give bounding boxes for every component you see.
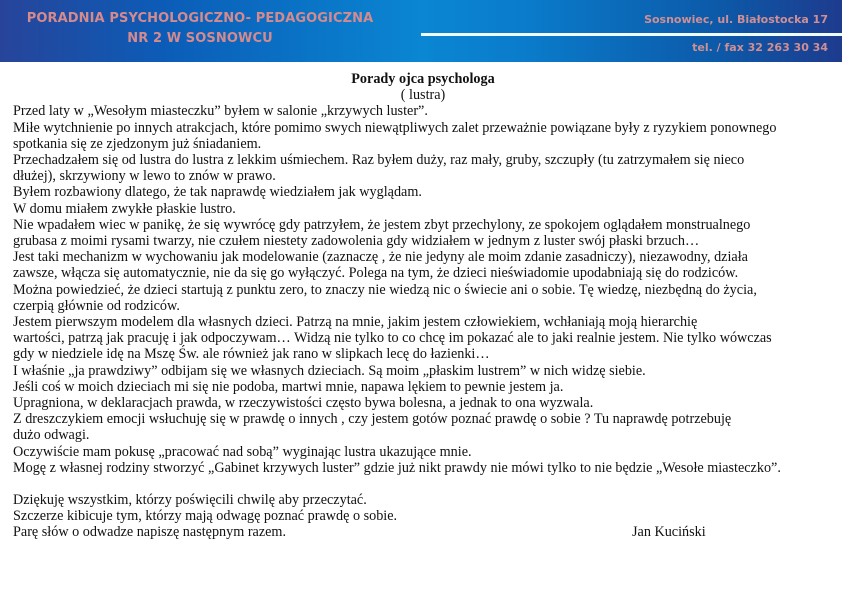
- organization-name-line1: PORADNIA PSYCHOLOGICZNO- PEDAGOGICZNA: [26, 11, 374, 26]
- body-line: Miłe wytchnienie po innych atrakcjach, które pomimo swych niewątpliwych zalet przeważnie powiązane były z ryzykiem ponownego: [13, 119, 777, 136]
- address: Sosnowiec, ul. Białostocka 17: [644, 13, 828, 26]
- closing-signature-row: [13, 524, 833, 540]
- body-line: zawsze, włącza się automatycznie, nie da się go wyłączyć. Polega na tym, że dzieci nieświadomie upodabniają się do rodziców.: [13, 265, 739, 282]
- body-line: spotkania się ze zjedzonym już śniadaniem.: [13, 135, 262, 152]
- closing-line: Szczerze kibicuje tym, którzy mają odwagę poznać prawdę o sobie.: [13, 508, 398, 525]
- body-line: Upragniona, w deklaracjach prawda, w rzeczywistości często bywa bolesna, a jednak to ona wyzwala.: [13, 395, 594, 412]
- phone-fax: tel. / fax 32 263 30 34: [692, 41, 828, 54]
- article: [13, 71, 833, 541]
- body-line: Przed laty w „Wesołym miasteczku” byłem w salonie „krzywych luster”.: [13, 103, 428, 120]
- author-signature: Jan Kuciński: [632, 524, 706, 541]
- body-line: Oczywiście mam pokusę „pracować nad sobą” wyginając lustra ukazujące mnie.: [13, 443, 472, 460]
- body-line: W domu miałem zwykłe płaskie lustro.: [13, 200, 236, 217]
- body-line: Nie wpadałem wiec w panikę, że się wywrócę gdy patrzyłem, że jestem zbyt przechylony, ze spokojem oglądałem monstrualnego: [13, 216, 751, 233]
- body-line: Przechadzałem się od lustra do lustra z lekkim uśmiechem. Raz byłem duży, raz mały, gruby, szczupły (tu zatrzymałem się nieco: [13, 152, 745, 169]
- body-line: Jestem pierwszym modelem dla własnych dzieci. Patrzą na mnie, jakim jestem człowiekiem, wchłaniają moją hierarchię: [13, 314, 698, 331]
- body-line: Jest taki mechanizm w wychowaniu jak modelowanie (zaznaczę , że nie jedyny ale moim zdanie zasadniczy), niezawodny, działa: [13, 249, 748, 266]
- header-divider: [421, 33, 842, 36]
- body-line: grubasa z moimi rysami twarzy, nie czułem niestety zadowolenia gdy widziałem w jednym z luster swój płaski brzuch…: [13, 233, 700, 250]
- spacer: [13, 476, 833, 492]
- closing-line: Parę słów o odwadze napiszę następnym razem.: [13, 524, 287, 541]
- body-line: I właśnie „ja prawdziwy” odbijam się we własnych dzieciach. Są moim „płaskim lustrem” w nich widzę siebie.: [13, 362, 646, 379]
- closing: [13, 492, 833, 541]
- article-title: Porady ojca psychologa: [351, 71, 495, 87]
- organization-name-line2: NR 2 W SOSNOWCU: [127, 31, 273, 46]
- body-line: czerpią głównie od rodziców.: [13, 297, 180, 314]
- body-line: Z dreszczykiem emocji wsłuchuję się w prawdę o innych , czy jestem gotów poznać prawdę o sobie ? Tu naprawdę potrzebuję: [13, 411, 732, 428]
- body-line: Jeśli coś w moich dzieciach mi się nie podoba, martwi mnie, napawa lękiem to pewnie jestem ja.: [13, 378, 564, 395]
- article-body: [13, 103, 833, 476]
- organization-name: [0, 9, 400, 49]
- body-line: Można powiedzieć, że dzieci startują z punktu zero, to znaczy nie wiedzą nic o świecie ani o sobie. Tę wiedzę, niezbędną do życia,: [13, 281, 757, 298]
- closing-line: Dziękuję wszystkim, którzy poświęcili chwilę aby przeczytać.: [13, 492, 367, 509]
- body-line: gdy w niedziele idę na Mszę Św. ale również jak rano w slipkach lecę do łazienki…: [13, 346, 490, 363]
- body-line: Mogę z własnej rodziny stworzyć „Gabinet krzywych luster” gdzie już nikt prawdy nie mówi tylko to nie będzie „Wesołe miasteczko”.: [13, 459, 781, 476]
- body-line: dużo odwagi.: [13, 427, 90, 444]
- body-line: Byłem rozbawiony dlatego, że tak naprawdę wiedziałem jak wyglądam.: [13, 184, 422, 201]
- page-header: [0, 0, 842, 62]
- body-line: dłużej), skrzywiony w lewo to znów w prawo.: [13, 168, 276, 185]
- body-line: wartości, patrzą jak pracuję i jak odpoczywam… Widzą nie tylko to co chcę im pokazać ale to jaki realnie jestem. Nie tylko wówczas: [13, 330, 772, 347]
- article-subtitle: ( lustra): [400, 87, 446, 104]
